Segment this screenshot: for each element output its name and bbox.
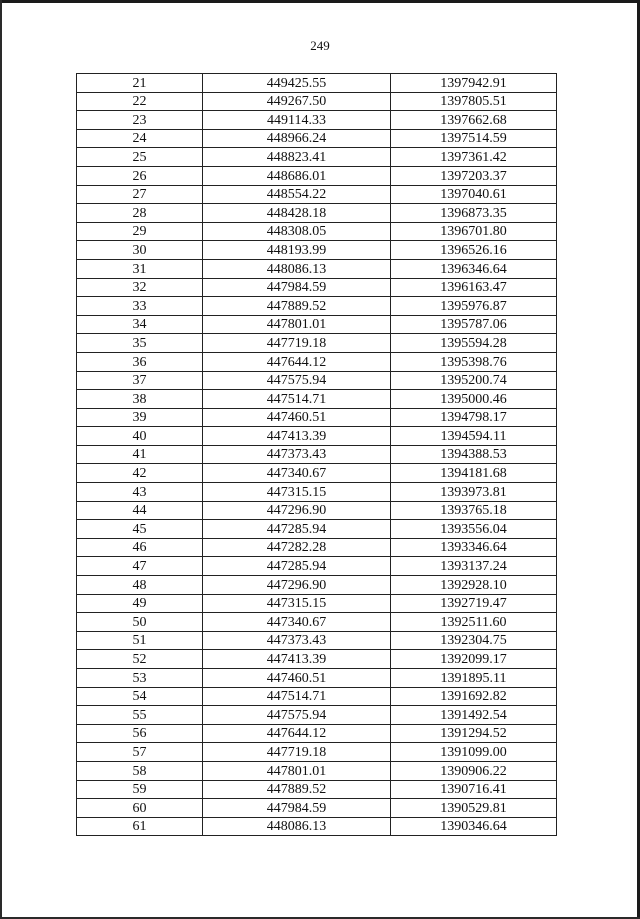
table-row (77, 520, 557, 539)
table-row (77, 576, 557, 595)
x-coordinate-cell: 447460.51 (203, 408, 391, 427)
y-coordinate-cell: 1391692.82 (391, 687, 557, 706)
point-number-cell: 42 (77, 464, 203, 483)
table-row (77, 204, 557, 223)
y-coordinate-cell: 1393346.64 (391, 538, 557, 557)
y-coordinate-cell: 1392304.75 (391, 631, 557, 650)
table-row (77, 111, 557, 130)
x-coordinate-cell: 448086.13 (203, 817, 391, 836)
y-coordinate-cell: 1391895.11 (391, 669, 557, 688)
point-number-cell: 59 (77, 780, 203, 799)
table-row (77, 743, 557, 762)
y-coordinate-cell: 1390716.41 (391, 780, 557, 799)
y-coordinate-cell: 1397203.37 (391, 166, 557, 185)
point-number-cell: 44 (77, 501, 203, 520)
y-coordinate-cell: 1396701.80 (391, 222, 557, 241)
y-coordinate-cell: 1395787.06 (391, 315, 557, 334)
table-row (77, 148, 557, 167)
point-number-cell: 48 (77, 576, 203, 595)
point-number-cell: 34 (77, 315, 203, 334)
x-coordinate-cell: 447514.71 (203, 390, 391, 409)
x-coordinate-cell: 447644.12 (203, 724, 391, 743)
x-coordinate-cell: 447801.01 (203, 761, 391, 780)
y-coordinate-cell: 1395200.74 (391, 371, 557, 390)
point-number-cell: 43 (77, 483, 203, 502)
y-coordinate-cell: 1390346.64 (391, 817, 557, 836)
x-coordinate-cell: 447340.67 (203, 613, 391, 632)
table-row (77, 334, 557, 353)
point-number-cell: 23 (77, 111, 203, 130)
point-number-cell: 27 (77, 185, 203, 204)
point-number-cell: 57 (77, 743, 203, 762)
x-coordinate-cell: 447889.52 (203, 780, 391, 799)
point-number-cell: 30 (77, 241, 203, 260)
coordinate-table (76, 73, 557, 836)
point-number-cell: 56 (77, 724, 203, 743)
y-coordinate-cell: 1393973.81 (391, 483, 557, 502)
point-number-cell: 36 (77, 352, 203, 371)
x-coordinate-cell: 447575.94 (203, 371, 391, 390)
table-row (77, 650, 557, 669)
table-row (77, 352, 557, 371)
table-row (77, 799, 557, 818)
y-coordinate-cell: 1390529.81 (391, 799, 557, 818)
point-number-cell: 29 (77, 222, 203, 241)
table-row (77, 222, 557, 241)
point-number-cell: 31 (77, 259, 203, 278)
point-number-cell: 22 (77, 92, 203, 111)
x-coordinate-cell: 447719.18 (203, 334, 391, 353)
y-coordinate-cell: 1394388.53 (391, 445, 557, 464)
x-coordinate-cell: 447373.43 (203, 631, 391, 650)
table-row (77, 761, 557, 780)
point-number-cell: 45 (77, 520, 203, 539)
table-row (77, 724, 557, 743)
table-row (77, 538, 557, 557)
y-coordinate-cell: 1396526.16 (391, 241, 557, 260)
x-coordinate-cell: 448823.41 (203, 148, 391, 167)
x-coordinate-cell: 447460.51 (203, 669, 391, 688)
x-coordinate-cell: 447889.52 (203, 297, 391, 316)
table-row (77, 129, 557, 148)
table-row (77, 166, 557, 185)
y-coordinate-cell: 1392099.17 (391, 650, 557, 669)
y-coordinate-cell: 1390906.22 (391, 761, 557, 780)
point-number-cell: 41 (77, 445, 203, 464)
table-row (77, 408, 557, 427)
y-coordinate-cell: 1392928.10 (391, 576, 557, 595)
table-row (77, 185, 557, 204)
scan-border-top (0, 0, 640, 3)
x-coordinate-cell: 448966.24 (203, 129, 391, 148)
y-coordinate-cell: 1397040.61 (391, 185, 557, 204)
table-row (77, 92, 557, 111)
table-row (77, 780, 557, 799)
x-coordinate-cell: 447296.90 (203, 576, 391, 595)
point-number-cell: 24 (77, 129, 203, 148)
y-coordinate-cell: 1391294.52 (391, 724, 557, 743)
point-number-cell: 54 (77, 687, 203, 706)
point-number-cell: 58 (77, 761, 203, 780)
point-number-cell: 40 (77, 427, 203, 446)
y-coordinate-cell: 1392511.60 (391, 613, 557, 632)
point-number-cell: 39 (77, 408, 203, 427)
y-coordinate-cell: 1393556.04 (391, 520, 557, 539)
point-number-cell: 35 (77, 334, 203, 353)
coordinate-table-body (77, 74, 557, 836)
y-coordinate-cell: 1395976.87 (391, 297, 557, 316)
table-row (77, 631, 557, 650)
table-row (77, 74, 557, 93)
table-row (77, 427, 557, 446)
y-coordinate-cell: 1396873.35 (391, 204, 557, 223)
x-coordinate-cell: 447801.01 (203, 315, 391, 334)
table-row (77, 557, 557, 576)
y-coordinate-cell: 1394798.17 (391, 408, 557, 427)
y-coordinate-cell: 1391099.00 (391, 743, 557, 762)
point-number-cell: 25 (77, 148, 203, 167)
y-coordinate-cell: 1396163.47 (391, 278, 557, 297)
x-coordinate-cell: 447644.12 (203, 352, 391, 371)
point-number-cell: 55 (77, 706, 203, 725)
x-coordinate-cell: 447575.94 (203, 706, 391, 725)
point-number-cell: 38 (77, 390, 203, 409)
x-coordinate-cell: 447984.59 (203, 278, 391, 297)
point-number-cell: 51 (77, 631, 203, 650)
y-coordinate-cell: 1395000.46 (391, 390, 557, 409)
y-coordinate-cell: 1397662.68 (391, 111, 557, 130)
y-coordinate-cell: 1394594.11 (391, 427, 557, 446)
y-coordinate-cell: 1394181.68 (391, 464, 557, 483)
x-coordinate-cell: 447373.43 (203, 445, 391, 464)
y-coordinate-cell: 1397514.59 (391, 129, 557, 148)
point-number-cell: 53 (77, 669, 203, 688)
y-coordinate-cell: 1396346.64 (391, 259, 557, 278)
x-coordinate-cell: 448308.05 (203, 222, 391, 241)
x-coordinate-cell: 447719.18 (203, 743, 391, 762)
y-coordinate-cell: 1397805.51 (391, 92, 557, 111)
scan-border-left (0, 0, 2, 919)
x-coordinate-cell: 449425.55 (203, 74, 391, 93)
x-coordinate-cell: 447285.94 (203, 557, 391, 576)
point-number-cell: 33 (77, 297, 203, 316)
point-number-cell: 49 (77, 594, 203, 613)
y-coordinate-cell: 1392719.47 (391, 594, 557, 613)
point-number-cell: 47 (77, 557, 203, 576)
table-row (77, 241, 557, 260)
table-row (77, 706, 557, 725)
y-coordinate-cell: 1393765.18 (391, 501, 557, 520)
x-coordinate-cell: 447413.39 (203, 650, 391, 669)
x-coordinate-cell: 448193.99 (203, 241, 391, 260)
table-row (77, 259, 557, 278)
point-number-cell: 50 (77, 613, 203, 632)
y-coordinate-cell: 1397942.91 (391, 74, 557, 93)
x-coordinate-cell: 447514.71 (203, 687, 391, 706)
table-row (77, 371, 557, 390)
x-coordinate-cell: 447282.28 (203, 538, 391, 557)
point-number-cell: 60 (77, 799, 203, 818)
x-coordinate-cell: 449267.50 (203, 92, 391, 111)
x-coordinate-cell: 447285.94 (203, 520, 391, 539)
table-row (77, 278, 557, 297)
x-coordinate-cell: 447315.15 (203, 594, 391, 613)
y-coordinate-cell: 1395594.28 (391, 334, 557, 353)
x-coordinate-cell: 447413.39 (203, 427, 391, 446)
y-coordinate-cell: 1397361.42 (391, 148, 557, 167)
table-row (77, 445, 557, 464)
point-number-cell: 32 (77, 278, 203, 297)
table-row (77, 613, 557, 632)
table-row (77, 483, 557, 502)
x-coordinate-cell: 447340.67 (203, 464, 391, 483)
point-number-cell: 61 (77, 817, 203, 836)
y-coordinate-cell: 1395398.76 (391, 352, 557, 371)
point-number-cell: 46 (77, 538, 203, 557)
table-row (77, 817, 557, 836)
table-row (77, 687, 557, 706)
x-coordinate-cell: 447296.90 (203, 501, 391, 520)
point-number-cell: 21 (77, 74, 203, 93)
x-coordinate-cell: 448554.22 (203, 185, 391, 204)
x-coordinate-cell: 448428.18 (203, 204, 391, 223)
page-number: 249 (310, 38, 330, 53)
x-coordinate-cell: 449114.33 (203, 111, 391, 130)
point-number-cell: 28 (77, 204, 203, 223)
point-number-cell: 26 (77, 166, 203, 185)
table-row (77, 669, 557, 688)
table-row (77, 390, 557, 409)
table-row (77, 315, 557, 334)
x-coordinate-cell: 448686.01 (203, 166, 391, 185)
table-row (77, 297, 557, 316)
table-row (77, 464, 557, 483)
x-coordinate-cell: 447984.59 (203, 799, 391, 818)
table-row (77, 594, 557, 613)
x-coordinate-cell: 447315.15 (203, 483, 391, 502)
point-number-cell: 52 (77, 650, 203, 669)
y-coordinate-cell: 1393137.24 (391, 557, 557, 576)
y-coordinate-cell: 1391492.54 (391, 706, 557, 725)
point-number-cell: 37 (77, 371, 203, 390)
table-row (77, 501, 557, 520)
x-coordinate-cell: 448086.13 (203, 259, 391, 278)
